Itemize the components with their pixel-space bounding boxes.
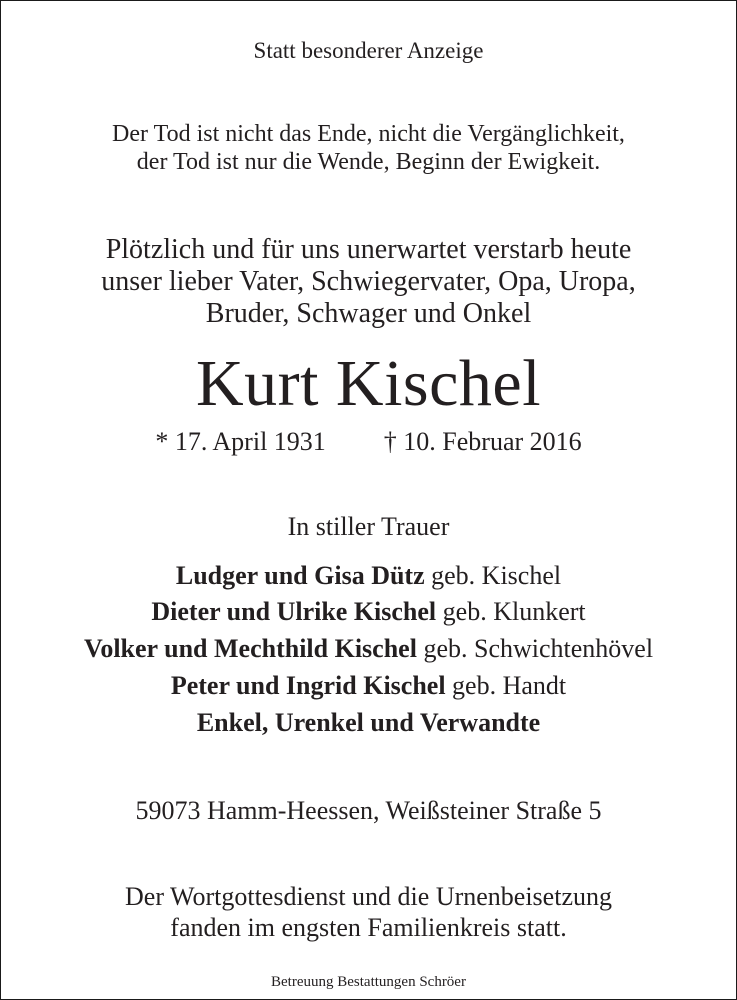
family-member-names: Dieter und Ulrike Kischel — [151, 597, 437, 626]
death-date: † 10. Februar 2016 — [383, 427, 582, 456]
relatives-line: Enkel, Urenkel und Verwandte — [196, 708, 541, 737]
quote-line-1: Der Tod ist nicht das Ende, nicht die Vergänglichkeit, — [112, 121, 625, 147]
funeral-home-credit: Betreuung Bestattungen Schröer — [271, 974, 466, 990]
birth-date: * 17. April 1931 — [155, 427, 326, 456]
family-member-line — [1, 673, 736, 699]
family-member-line — [1, 636, 736, 662]
mourning-address: 59073 Hamm-Heessen, Weißsteiner Straße 5 — [135, 796, 602, 825]
intro-line-1: Plötzlich und für uns unerwartet verstarb heute — [105, 234, 632, 265]
quote-line-2: der Tod ist nur die Wende, Beginn der Ewigkeit. — [136, 149, 601, 175]
family-member-note: geb. Schwichtenhövel — [416, 634, 654, 663]
family-member-names: Ludger und Gisa Dütz — [175, 561, 425, 590]
service-line-2: fanden im engsten Familienkreis statt. — [170, 913, 567, 942]
mourning-heading: In stiller Trauer — [287, 512, 450, 541]
service-line-1: Der Wortgottesdienst und die Urnenbeisetzung — [125, 882, 612, 911]
notice-header: Statt besonderer Anzeige — [253, 38, 484, 63]
intro-line-2: unser lieber Vater, Schwiegervater, Opa, Uropa, — [101, 266, 636, 297]
family-member-line — [1, 563, 736, 589]
family-member-note: geb. Klunkert — [436, 597, 586, 626]
family-member-names: Peter und Ingrid Kischel — [170, 671, 446, 700]
intro-line-3: Bruder, Schwager und Onkel — [205, 298, 532, 329]
deceased-name: Kurt Kischel — [195, 347, 542, 420]
family-member-line — [1, 599, 736, 625]
family-member-note: geb. Kischel — [424, 561, 562, 590]
life-dates — [1, 429, 736, 455]
family-member-names: Volker und Mechthild Kischel — [83, 634, 417, 663]
family-member-note: geb. Handt — [445, 671, 567, 700]
